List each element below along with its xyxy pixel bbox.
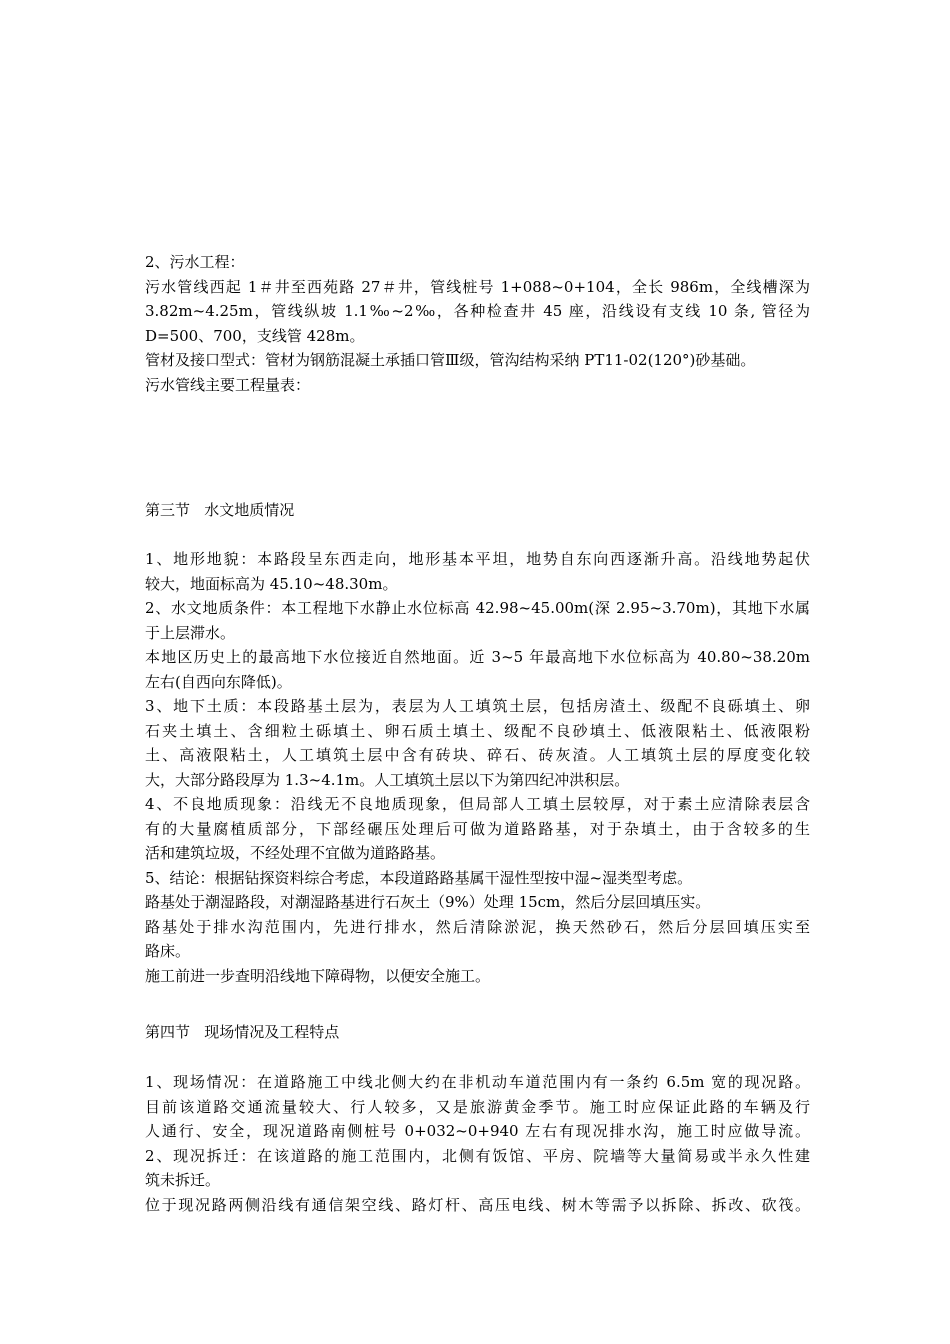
section4-line-3: 人通行、安全，现况道路南侧桩号 0+032~0+940 左右有现况排水沟，施工时应做导流。 <box>145 1122 810 1140</box>
section3-line-1: 1、地形地貌：本路段呈东西走向，地形基本平坦，地势自东向西逐渐升高。沿线地势起伏 <box>145 550 810 568</box>
sewage-quantity-table-caption: 污水管线主要工程量表： <box>145 375 311 394</box>
section3-line-6: 左右(自西向东降低)。 <box>145 672 292 691</box>
section4-line-2: 目前该道路交通流量较大、行人较多，又是旅游黄金季节。施工时应保证此路的车辆及行 <box>145 1097 810 1116</box>
sewage-materials-line: 管材及接口型式：管材为钢筋混凝土承插口管Ⅲ级，管沟结构采纳 PT11-02(120°)砂基础。 <box>145 351 756 369</box>
section4-line-4: 2、现况拆迁：在该道路的施工范围内，北侧有饭馆、平房、院墙等大量简易或半永久性建 <box>145 1146 810 1165</box>
sewage-para1-line-1: 污水管线西起 1＃井至西苑路 27＃井，管线桩号 1+088~0+104，全长 986m，全线槽深为 <box>145 277 810 296</box>
section4-line-6: 位于现况路两侧沿线有通信架空线、路灯杆、高压电线、树木等需予以拆除、拆改、砍筏。 <box>145 1195 810 1214</box>
section3-heading-block <box>145 498 810 523</box>
section3-heading: 第三节 水文地质情况 <box>145 501 295 519</box>
sewage-para1-line-2: 3.82m~4.25m，管线纵坡 1.1‰~2‰，各种检查井 45 座，沿线设有支线 10 条, 管径为 <box>145 302 810 320</box>
section3-line-14: 5、结论：根据钻探资料综合考虑，本段道路路基属干湿性型按中湿~湿类型考虑。 <box>145 868 693 887</box>
section3-line-2: 较大，地面标高为 45.10~48.30m。 <box>145 574 398 593</box>
section3-line-17: 路床。 <box>145 942 191 960</box>
section3-line-12: 有的大量腐植质部分，下部经碾压处理后可做为道路路基，对于杂填土，由于含较多的生 <box>145 819 810 838</box>
section3-line-9: 土、高液限粘土，人工填筑土层中含有砖块、碎石、砖灰渣。人工填筑土层的厚度变化较 <box>145 746 810 764</box>
section4-line-5: 筑未拆迁。 <box>145 1171 221 1189</box>
sewage-para1-line-3: D=500、700，支线管 428m。 <box>145 326 365 345</box>
sewage-title: 2、污水工程： <box>145 253 245 271</box>
section4-heading: 第四节 现场情况及工程特点 <box>145 1023 340 1041</box>
sewage-section <box>145 250 810 397</box>
section4-body <box>145 1070 810 1217</box>
section3-line-8: 石夹土填土、含细粒土砾填土、卵石质土填土、级配不良砂填土、低液限粘土、低液限粉 <box>145 721 810 740</box>
section3-line-18: 施工前进一步查明沿线地下障碍物，以便安全施工。 <box>145 966 491 985</box>
section3-line-7: 3、地下土质：本段路基土层为，表层为人工填筑土层，包括房渣土、级配不良砾填土、卵 <box>145 697 810 715</box>
section4-heading-block <box>145 1020 810 1045</box>
section3-line-15: 路基处于潮湿路段，对潮湿路基进行石灰土（9%）处理 15cm，然后分层回填压实。 <box>145 893 711 911</box>
section3-line-3: 2、水文地质条件：本工程地下水静止水位标高 42.98~45.00m(深 2.95~3.70m)，其地下水属 <box>145 599 810 617</box>
section3-line-5: 本地区历史上的最高地下水位接近自然地面。近 3~5 年最高地下水位标高为 40.80~38.20m <box>145 648 810 666</box>
section3-line-10: 大，大部分路段厚为 1.3~4.1m。人工填筑土层以下为第四纪冲洪积层。 <box>145 770 630 789</box>
section3-line-11: 4、不良地质现象：沿线无不良地质现象，但局部人工填土层较厚，对于素土应清除表层含 <box>145 795 810 813</box>
section3-body <box>145 547 810 988</box>
section4-line-1: 1、现场情况：在道路施工中线北侧大约在非机动车道范围内有一条约 6.5m 宽的现况路。 <box>145 1073 810 1091</box>
section3-line-13: 活和建筑垃圾，不经处理不宜做为道路路基。 <box>145 844 446 862</box>
section3-line-4: 于上层滞水。 <box>145 623 236 642</box>
section3-line-16: 路基处于排水沟范围内，先进行排水，然后清除淤泥，换天然砂石，然后分层回填压实至 <box>145 917 810 936</box>
